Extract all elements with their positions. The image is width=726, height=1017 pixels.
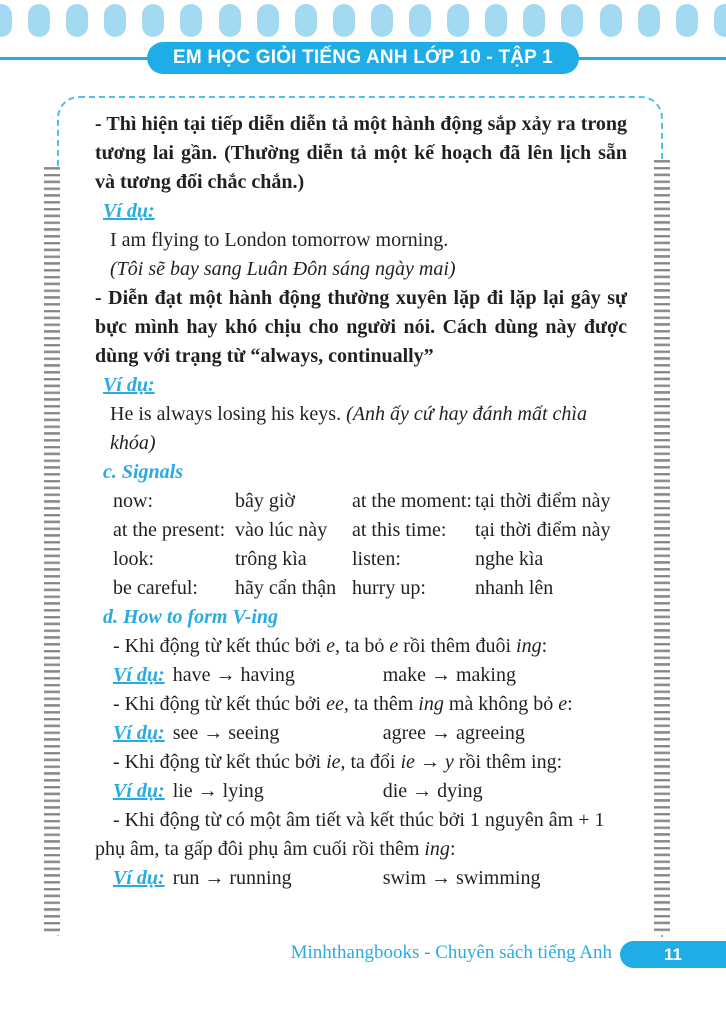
signal-word: look: (113, 548, 155, 570)
vi-du-label: Ví dụ: (103, 374, 155, 396)
signal-meaning: tại thời điểm này (475, 490, 611, 512)
pill-decoration (333, 4, 355, 37)
ving-rule-double-consonant: - Khi động từ có một âm tiết và kết thúc bởi 1 nguyên âm + 1 phụ âm, ta gấp đôi phụ âm cuối rồi thêm ing: (95, 809, 605, 860)
ving-example-left: have → having (172, 664, 295, 686)
ving-example-right: swim → swimming (382, 867, 541, 889)
signal-word: at the moment: (352, 490, 472, 512)
signal-word: hurry up: (352, 577, 426, 599)
example-sentence-translation: (Tôi sẽ bay sang Luân Đôn sáng ngày mai) (110, 258, 456, 280)
signal-meaning: tại thời điểm này (475, 519, 611, 541)
signal-meaning: vào lúc này (235, 519, 328, 541)
signals-row (95, 545, 627, 574)
book-title-banner (147, 42, 579, 74)
signal-meaning: nhanh lên (475, 577, 554, 599)
signal-word: now: (113, 490, 153, 512)
signals-heading: c. Signals (103, 461, 184, 483)
signal-word: be careful: (113, 577, 198, 599)
pill-decoration (180, 4, 202, 37)
ving-example-row (95, 864, 627, 893)
ving-example-right: die → dying (382, 780, 483, 802)
ving-example-row (95, 719, 627, 748)
signals-row (95, 487, 627, 516)
pill-decoration (28, 4, 50, 37)
pill-decoration (600, 4, 622, 37)
pill-decoration (104, 4, 126, 37)
right-binding-decoration (654, 160, 670, 935)
pill-decoration (257, 4, 279, 37)
pill-decoration (0, 4, 12, 37)
grammar-note-near-future: - Thì hiện tại tiếp diễn diễn tả một hành động sắp xảy ra trong tương lai gần. (Thường diễn tả một kế hoạch đã lên lịch sẵn và tương đối chắc chắn.) (95, 113, 627, 193)
example-sentence-with-translation (95, 400, 627, 458)
vi-du-label: Ví dụ: (113, 664, 165, 686)
top-border-decoration (0, 4, 726, 37)
book-title: EM HỌC GIỎI TIẾNG ANH LỚP 10 - TẬP 1 (173, 47, 553, 68)
example-sentence-english: I am flying to London tomorrow morning. (110, 229, 449, 251)
lesson-content (95, 110, 627, 893)
ving-rule-ie: - Khi động từ kết thúc bởi ie, ta đổi ie → y rồi thêm ing: (113, 751, 563, 773)
signal-meaning: hãy cẩn thận (235, 577, 337, 599)
pill-decoration (714, 4, 726, 37)
signals-row (95, 516, 627, 545)
grammar-note-annoyance: - Diễn đạt một hành động thường xuyên lặp đi lặp lại gây sự bực mình hay khó chịu cho người nói. Cách dùng này được dùng với trạng từ “always, continually” (95, 287, 627, 367)
ving-example-row (95, 777, 627, 806)
ving-example-left: see → seeing (172, 722, 280, 744)
example-label-line (95, 197, 627, 226)
pill-decoration (447, 4, 469, 37)
pill-decoration (371, 4, 393, 37)
pill-decoration (561, 4, 583, 37)
pill-decoration (676, 4, 698, 37)
vi-du-label: Ví dụ: (113, 722, 165, 744)
signal-meaning: bây giờ (235, 490, 296, 512)
vi-du-label: Ví dụ: (103, 200, 155, 222)
ving-rule-ee: - Khi động từ kết thúc bởi ee, ta thêm ing mà không bỏ e: (113, 693, 573, 715)
ving-example-right: agree → agreeing (382, 722, 525, 744)
example-sentence-english: He is always losing his keys. (110, 403, 347, 425)
pill-decoration (638, 4, 660, 37)
page-number: 11 (664, 944, 682, 964)
signal-word: at the present: (113, 519, 226, 541)
page-number-badge (620, 941, 726, 968)
example-sentence-translation: (Anh ấy cứ hay đánh mất chìa khóa) (110, 403, 587, 454)
ving-example-left: run → running (172, 867, 292, 889)
ving-example-left: lie → lying (172, 780, 264, 802)
signal-word: at this time: (352, 519, 447, 541)
vi-du-label: Ví dụ: (113, 867, 165, 889)
ving-example-right: make → making (382, 664, 516, 686)
signal-word: listen: (352, 548, 401, 570)
signal-meaning: nghe kìa (475, 548, 544, 570)
pill-decoration (142, 4, 164, 37)
pill-decoration (295, 4, 317, 37)
signals-table (95, 487, 627, 603)
publisher-credit: Minhthangbooks - Chuyên sách tiếng Anh (290, 942, 612, 963)
signals-row (95, 574, 627, 603)
vi-du-label: Ví dụ: (113, 780, 165, 802)
pill-decoration (66, 4, 88, 37)
pill-decoration (409, 4, 431, 37)
signal-meaning: trông kìa (235, 548, 307, 570)
left-binding-decoration (44, 167, 60, 935)
ving-rule-e: - Khi động từ kết thúc bởi e, ta bỏ e rồi thêm đuôi ing: (113, 635, 548, 657)
pill-decoration (485, 4, 507, 37)
ving-example-row (95, 661, 627, 690)
ving-heading: d. How to form V-ing (103, 606, 279, 628)
example-label-line (95, 371, 627, 400)
pill-decoration (219, 4, 241, 37)
pill-decoration (523, 4, 545, 37)
